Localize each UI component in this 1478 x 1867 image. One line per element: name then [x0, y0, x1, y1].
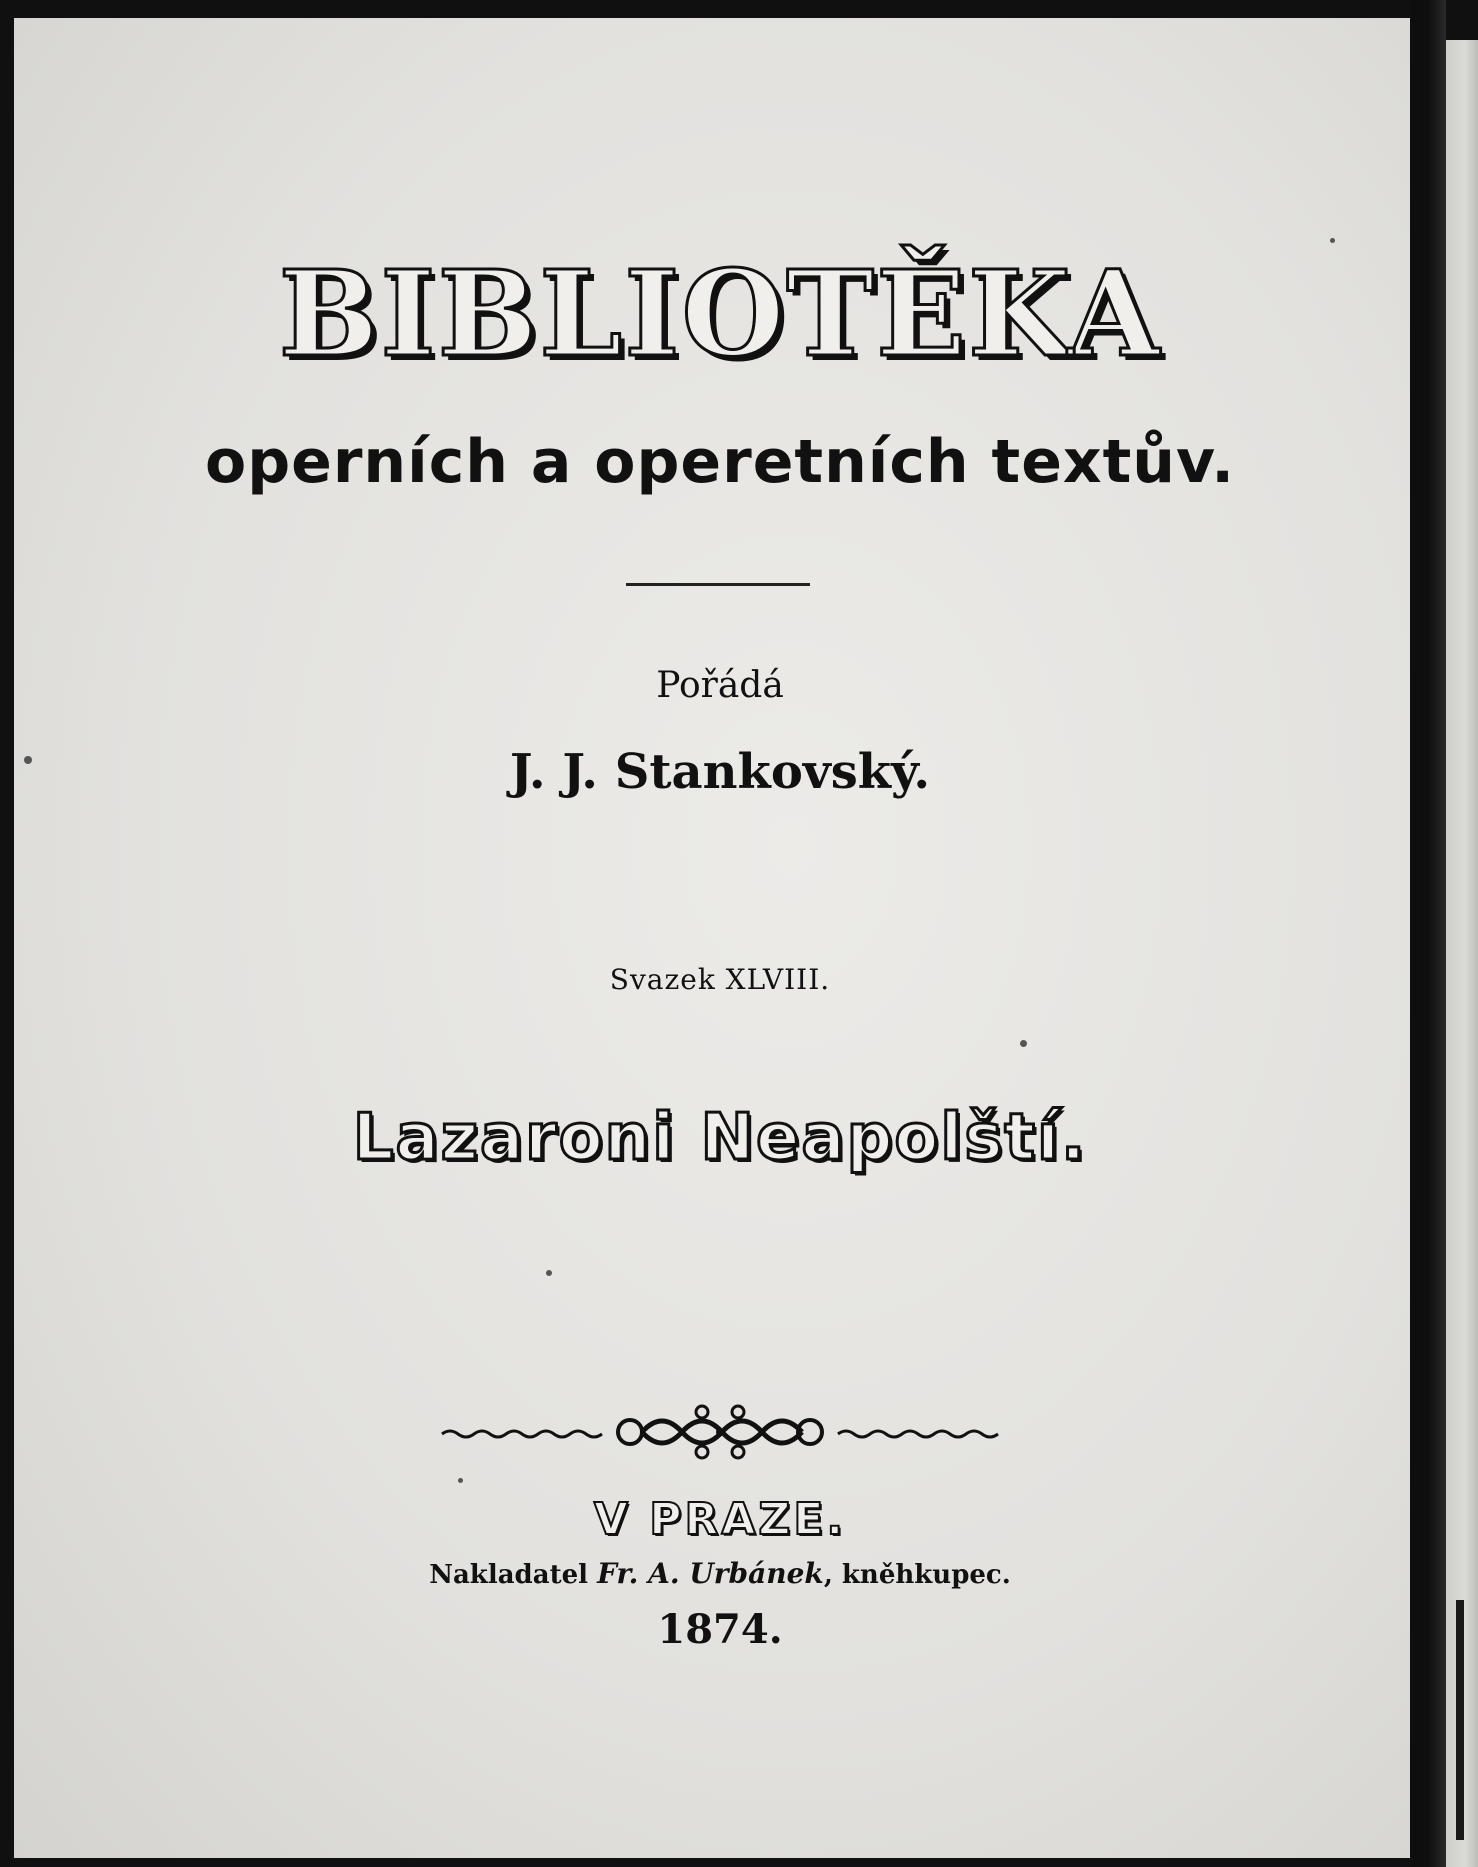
series-subtitle: operních a operetních textův.: [204, 427, 1236, 497]
ornament-flourish: [440, 1400, 1000, 1460]
publisher-name: Fr. A. Urbánek: [597, 1557, 824, 1590]
scan-speck: [1020, 1040, 1027, 1047]
work-title: Lazaroni Neapolští.: [352, 1101, 1088, 1175]
publisher-suffix: , kněhkupec.: [823, 1560, 1011, 1590]
publication-city: V PRAZE.: [593, 1494, 847, 1545]
publisher-prefix: Nakladatel: [429, 1560, 588, 1590]
scan-speck: [1330, 238, 1335, 243]
volume-number: Svazek XLVIII.: [609, 963, 831, 996]
editor-label: Pořádá: [656, 665, 784, 706]
editor-name: J. J. Stankovský.: [509, 744, 931, 800]
scan-speck: [546, 1270, 552, 1276]
binding-shadow: [1456, 1600, 1464, 1840]
scan-speck: [458, 1478, 463, 1483]
publication-year: 1874.: [657, 1606, 783, 1653]
publisher-line: [14, 1557, 1426, 1590]
adjacent-page-strip: [1446, 40, 1478, 1867]
divider-rule: [626, 583, 810, 586]
series-title: BIBLIOTĚKA: [278, 244, 1162, 383]
